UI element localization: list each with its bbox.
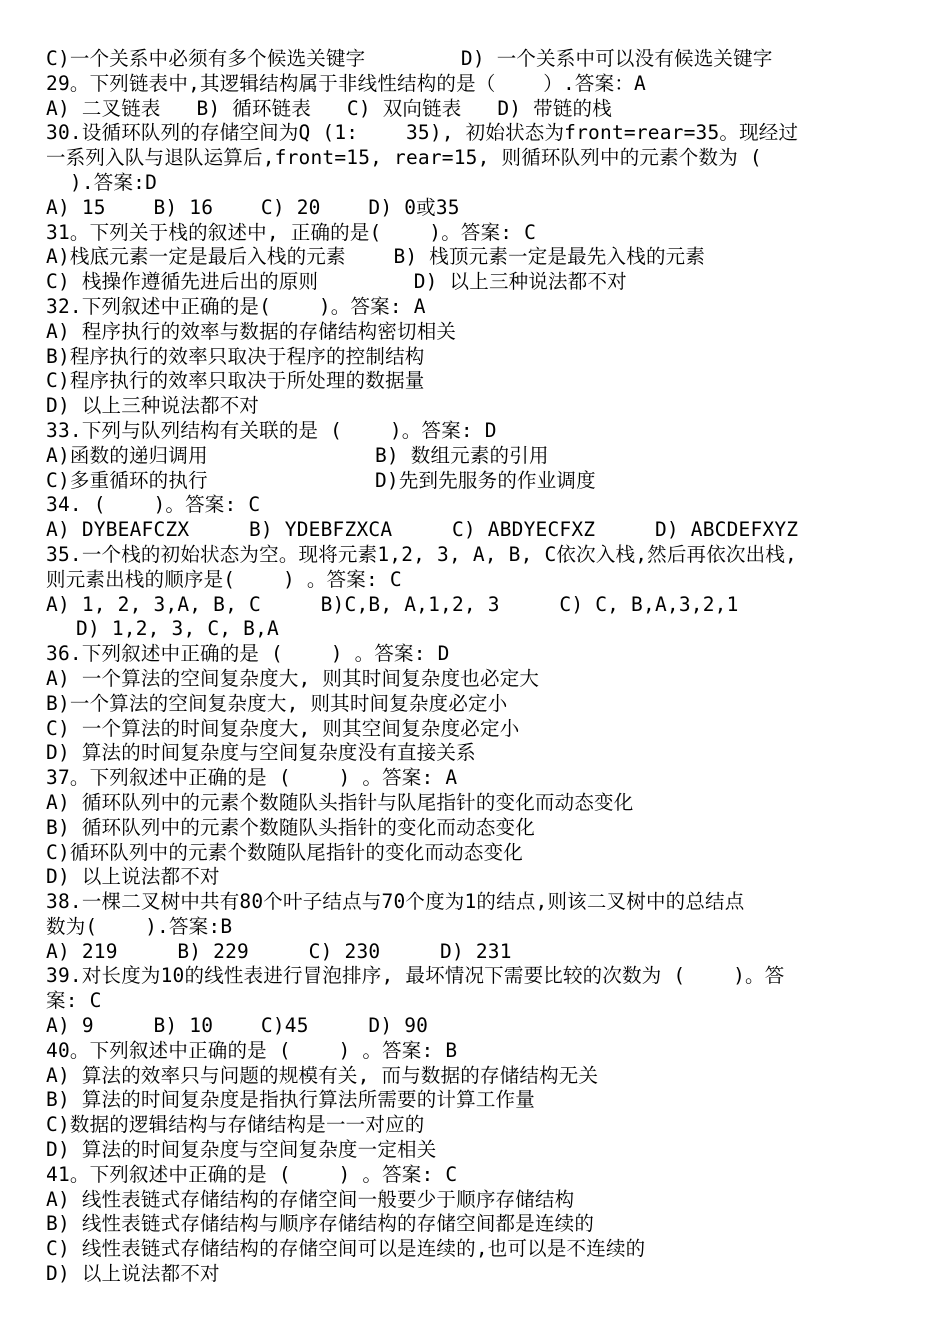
text-line: A) DYBEAFCZX B) YDEBFZXCA C) ABDYECFXZ D) ABCDEFXYZ bbox=[46, 518, 799, 542]
text-line: 41。下列叙述中正确的是 ( ) 。答案: C bbox=[46, 1162, 458, 1186]
text-line: 32.下列叙述中正确的是( )。答案: A bbox=[46, 294, 426, 318]
text-line: C) 栈操作遵循先进后出的原则 D) 以上三种说法都不对 bbox=[46, 270, 627, 294]
text-line: B) 线性表链式存储结构与顺序存储结构的存储空间都是连续的 bbox=[46, 1212, 595, 1236]
text-line: 一系列入队与退队运算后,front=15, rear=15, 则循环队列中的元素个数为 ( bbox=[46, 146, 762, 170]
text-line: 36.下列叙述中正确的是 ( ) 。答案: D bbox=[46, 642, 450, 666]
text-line: A) 算法的效率只与问题的规模有关, 而与数据的存储结构无关 bbox=[46, 1063, 599, 1087]
text-line: A) 219 B) 229 C) 230 D) 231 bbox=[46, 939, 512, 963]
text-line: 38.一棵二叉树中共有80个叶子结点与70个度为1的结点,则该二叉树中的总结点 bbox=[46, 890, 745, 914]
text-line: D) 以上说法都不对 bbox=[46, 1262, 220, 1286]
text-line: B)程序执行的效率只取决于程序的控制结构 bbox=[46, 344, 425, 368]
text-line: 34. ( )。答案: C bbox=[46, 493, 261, 517]
text-line: 39.对长度为10的线性表进行冒泡排序, 最坏情况下需要比较的次数为 ( )。答 bbox=[46, 964, 785, 988]
text-line: C)数据的逻辑结构与存储结构是一一对应的 bbox=[46, 1113, 425, 1137]
text-line: 则元素出栈的顺序是( ) 。答案: C bbox=[46, 567, 402, 591]
text-line: C)一个关系中必须有多个候选关键字 D) 一个关系中可以没有候选关键字 bbox=[46, 47, 773, 70]
text-line: 40。下列叙述中正确的是 ( ) 。答案: B bbox=[46, 1038, 458, 1062]
text-line: D) 1,2, 3, C, B,A bbox=[76, 617, 279, 641]
text-line: B) 循环队列中的元素个数随队头指针的变化而动态变化 bbox=[46, 815, 535, 839]
text-line: 数为( ).答案:B bbox=[46, 914, 233, 938]
document-body bbox=[46, 47, 926, 1287]
text-line: 30.设循环队列的存储空间为Q (1: 35), 初始状态为front=rear=35。现经过 bbox=[46, 121, 799, 145]
text-line: D) 算法的时间复杂度与空间复杂度没有直接关系 bbox=[46, 741, 476, 765]
text-line: A) 1, 2, 3,A, B, C B)C,B, A,1,2, 3 C) C, B,A,3,2,1 bbox=[46, 592, 739, 616]
text-line: A) 一个算法的空间复杂度大, 则其时间复杂度也必定大 bbox=[46, 666, 540, 690]
text-line: D) 以上三种说法都不对 bbox=[46, 394, 260, 418]
text-line: ).答案:D bbox=[46, 170, 158, 194]
text-line: 29。下列链表中,其逻辑结构属于非线性结构的是（ ）.答案：A bbox=[46, 71, 646, 95]
text-line: A) 程序执行的效率与数据的存储结构密切相关 bbox=[46, 319, 457, 343]
text-line: D) 以上说法都不对 bbox=[46, 865, 220, 889]
text-line: C) 一个算法的时间复杂度大, 则其空间复杂度必定小 bbox=[46, 716, 520, 740]
text-line: B) 算法的时间复杂度是指执行算法所需要的计算工作量 bbox=[46, 1088, 535, 1112]
text-line: A) 循环队列中的元素个数随队头指针与队尾指针的变化而动态变化 bbox=[46, 790, 634, 814]
text-line: 37。下列叙述中正确的是 ( ) 。答案: A bbox=[46, 766, 458, 790]
text-line: A) 二叉链表 B) 循环链表 C) 双向链表 D) 带链的栈 bbox=[46, 96, 612, 120]
text-line: 31。下列关于栈的叙述中, 正确的是( )。答案: C bbox=[46, 220, 537, 244]
text-line: 35.一个栈的初始状态为空。现将元素1,2, 3, A, B, C依次入栈,然后再依次出栈, bbox=[46, 542, 798, 566]
text-line: 33.下列与队列结构有关联的是 ( )。答案: D bbox=[46, 418, 497, 442]
text-line: A)栈底元素一定是最后入栈的元素 B) 栈顶元素一定是最先入栈的元素 bbox=[46, 245, 706, 269]
text-line: B)一个算法的空间复杂度大, 则其时间复杂度必定小 bbox=[46, 691, 508, 715]
text-line: A) 9 B) 10 C)45 D) 90 bbox=[46, 1014, 429, 1038]
text-line: C) 线性表链式存储结构的存储空间可以是连续的,也可以是不连续的 bbox=[46, 1237, 646, 1261]
text-line: C)多重循环的执行 D)先到先服务的作业调度 bbox=[46, 468, 596, 492]
text-line: C)循环队列中的元素个数随队尾指针的变化而动态变化 bbox=[46, 840, 523, 864]
text-line: D) 算法的时间复杂度与空间复杂度一定相关 bbox=[46, 1138, 437, 1162]
text-line: A)函数的递归调用 B) 数组元素的引用 bbox=[46, 443, 549, 467]
text-line: A) 15 B) 16 C) 20 D) 0或35 bbox=[46, 195, 460, 219]
text-line: C)程序执行的效率只取决于所处理的数据量 bbox=[46, 369, 425, 393]
text-line: A) 线性表链式存储结构的存储空间一般要少于顺序存储结构 bbox=[46, 1187, 575, 1211]
text-line: 案: C bbox=[46, 989, 102, 1013]
